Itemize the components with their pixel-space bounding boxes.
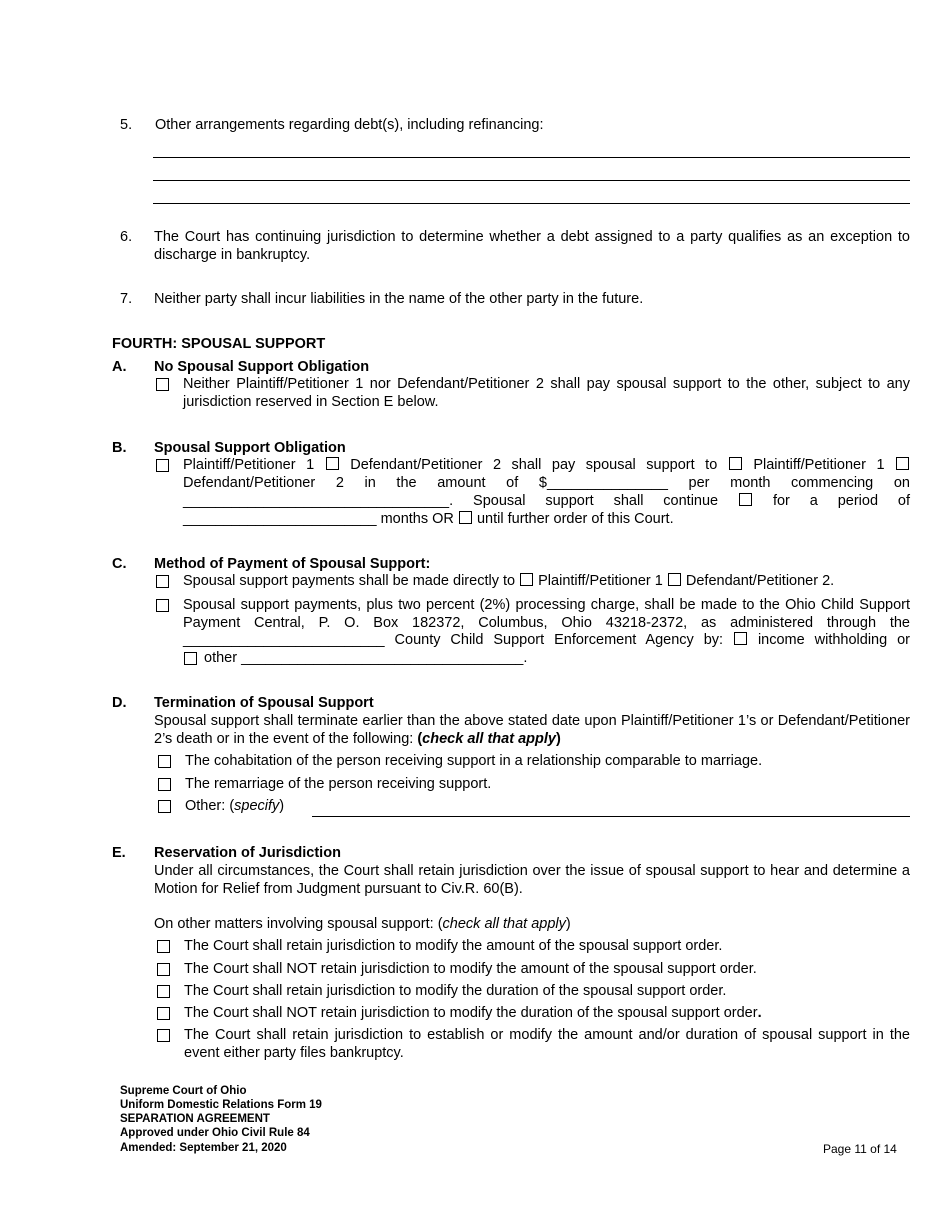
- termination-intro: [154, 713, 910, 748]
- page-number: Page 11 of 14: [823, 1142, 897, 1156]
- section-e-title: Reservation of Jurisdiction: [154, 845, 341, 861]
- no-spousal-support-checkbox[interactable]: [156, 378, 169, 391]
- section-c-letter: C.: [112, 556, 127, 572]
- footer-court: Supreme Court of Ohio: [120, 1085, 247, 1097]
- check-all-that-apply-note-e: check all that apply: [442, 916, 566, 932]
- footer-amended: Amended: September 21, 2020: [120, 1142, 287, 1154]
- section-a-letter: A.: [112, 359, 127, 375]
- payee-defendant-checkbox[interactable]: [896, 457, 909, 470]
- footer-form-name: Uniform Domestic Relations Form 19: [120, 1099, 322, 1111]
- pay-directly-line: [183, 573, 834, 591]
- termination-remarriage-label: The remarriage of the person receiving support.: [185, 776, 492, 792]
- pay-directly-plaintiff-label: Plaintiff/Petitioner 1: [538, 573, 663, 589]
- not-retain-duration-label: The Court shall NOT retain jurisdiction to modify the duration of the spousal support order.: [184, 1005, 762, 1021]
- support-months-field[interactable]: ________________________ months OR: [183, 511, 454, 527]
- csea-county-field[interactable]: _________________________ County Child Support Enforcement Agency by:: [183, 632, 724, 648]
- payer-defendant-checkbox[interactable]: [326, 457, 339, 470]
- retain-duration-checkbox[interactable]: [157, 985, 170, 998]
- item-5-number: 5.: [120, 117, 133, 133]
- item-7-number: 7.: [120, 291, 133, 307]
- csea-county-line: [183, 632, 910, 650]
- income-withholding-label: income withholding or: [757, 632, 910, 648]
- period-of-label: for a period of: [772, 493, 911, 509]
- pay-directly-plaintiff-checkbox[interactable]: [520, 573, 533, 586]
- retain-bankruptcy-checkbox[interactable]: [157, 1029, 170, 1042]
- termination-intro-paren-open: (: [417, 730, 423, 747]
- termination-cohabitation-label: The cohabitation of the person receiving support in a relationship comparable to marriage.: [185, 753, 763, 769]
- payer-defendant-label: Defendant/Petitioner 2 shall pay spousal support to: [350, 457, 718, 473]
- payment-other-checkbox[interactable]: [184, 652, 197, 665]
- no-spousal-support-text: Neither Plaintiff/Petitioner 1 nor Defendant/Petitioner 2 shall pay spousal support to the other, subject to any jurisdiction reserved in Section E below.: [183, 376, 910, 410]
- termination-intro-paren-close: ): [555, 730, 561, 747]
- pay-directly-label: Spousal support payments shall be made directly to: [183, 573, 516, 589]
- termination-remarriage-checkbox[interactable]: [158, 778, 171, 791]
- footer-approval: Approved under Ohio Civil Rule 84: [120, 1127, 310, 1139]
- termination-cohabitation-checkbox[interactable]: [158, 755, 171, 768]
- debt-arrangement-line-1[interactable]: [153, 157, 910, 158]
- pay-through-csea-checkbox[interactable]: [156, 599, 169, 612]
- item-5-text: Other arrangements regarding debt(s), including refinancing:: [155, 117, 544, 133]
- support-amount-line[interactable]: Defendant/Petitioner 2 in the amount of $_______________ per month commencing on: [183, 475, 910, 491]
- section-b-title: Spousal Support Obligation: [154, 440, 346, 456]
- not-retain-duration-checkbox[interactable]: [157, 1007, 170, 1020]
- payer-plaintiff-label: Plaintiff/Petitioner 1: [183, 457, 315, 473]
- payment-other-field[interactable]: other ___________________________________.: [204, 650, 528, 666]
- section-d-letter: D.: [112, 695, 127, 711]
- period-of-months-checkbox[interactable]: [739, 493, 752, 506]
- termination-other-label: Other: (specify): [185, 798, 285, 814]
- check-all-that-apply-note: check all that apply: [422, 730, 556, 747]
- support-commencing-date[interactable]: _________________________________. Spousal support shall continue: [183, 493, 719, 509]
- section-b-line-1: [183, 457, 910, 475]
- not-retain-amount-checkbox[interactable]: [157, 963, 170, 976]
- item-6-number: 6.: [120, 229, 133, 245]
- termination-other-checkbox[interactable]: [158, 800, 171, 813]
- section-b-line-4: [183, 511, 674, 529]
- section-a-title: No Spousal Support Obligation: [154, 359, 370, 375]
- other-matters-intro: On other matters involving spousal support: (check all that apply): [154, 916, 571, 932]
- termination-intro-text: Spousal support shall terminate earlier than the above stated date upon Plaintiff/Petitioner 1’s or Defendant/Petitioner 2’s death or in the event of the following:: [154, 713, 910, 747]
- payee-plaintiff-label: Plaintiff/Petitioner 1: [753, 457, 885, 473]
- pay-directly-checkbox[interactable]: [156, 575, 169, 588]
- item-6-text: The Court has continuing jurisdiction to determine whether a debt assigned to a party qualifies as an exception to discharge in bankruptcy.: [154, 229, 910, 263]
- payee-plaintiff-checkbox[interactable]: [729, 457, 742, 470]
- not-retain-amount-label: The Court shall NOT retain jurisdiction to modify the amount of the spousal support order.: [184, 961, 757, 977]
- specify-note: specify: [234, 798, 280, 814]
- payer-plaintiff-checkbox[interactable]: [156, 459, 169, 472]
- retain-duration-label: The Court shall retain jurisdiction to modify the duration of the spousal support order.: [184, 983, 727, 999]
- section-b-letter: B.: [112, 440, 127, 456]
- termination-other-field[interactable]: [312, 816, 910, 817]
- pay-directly-defendant-label: Defendant/Petitioner 2.: [685, 573, 835, 589]
- retain-amount-label: The Court shall retain jurisdiction to modify the amount of the spousal support order.: [184, 938, 723, 954]
- item-7-text: Neither party shall incur liabilities in the name of the other party in the future.: [154, 291, 644, 307]
- pay-through-csea-text: Spousal support payments, plus two percent (2%) processing charge, shall be made to the Ohio Child Support Payment Central, P. O. Box 182372, Columbus, Ohio 43218-2372, as administered through the: [183, 597, 910, 631]
- section-heading-spousal-support: FOURTH: SPOUSAL SUPPORT: [112, 336, 326, 352]
- income-withholding-checkbox[interactable]: [734, 632, 747, 645]
- until-further-order-label: until further order of this Court.: [476, 511, 674, 527]
- section-b-line-3: [183, 493, 910, 511]
- section-d-title: Termination of Spousal Support: [154, 695, 374, 711]
- section-c-title: Method of Payment of Spousal Support:: [154, 556, 431, 572]
- retain-amount-checkbox[interactable]: [157, 940, 170, 953]
- debt-arrangement-line-3[interactable]: [153, 203, 910, 204]
- footer-form-title: SEPARATION AGREEMENT: [120, 1113, 270, 1125]
- reservation-paragraph: Under all circumstances, the Court shall retain jurisdiction over the issue of spousal support to hear and determine a Motion for Relief from Judgment pursuant to Civ.R. 60(B).: [154, 863, 910, 897]
- until-further-order-checkbox[interactable]: [459, 511, 472, 524]
- debt-arrangement-line-2[interactable]: [153, 180, 910, 181]
- section-e-letter: E.: [112, 845, 126, 861]
- pay-directly-defendant-checkbox[interactable]: [668, 573, 681, 586]
- retain-bankruptcy-label: The Court shall retain jurisdiction to establish or modify the amount and/or duration of spousal support in the event either party files bankruptcy.: [184, 1027, 910, 1061]
